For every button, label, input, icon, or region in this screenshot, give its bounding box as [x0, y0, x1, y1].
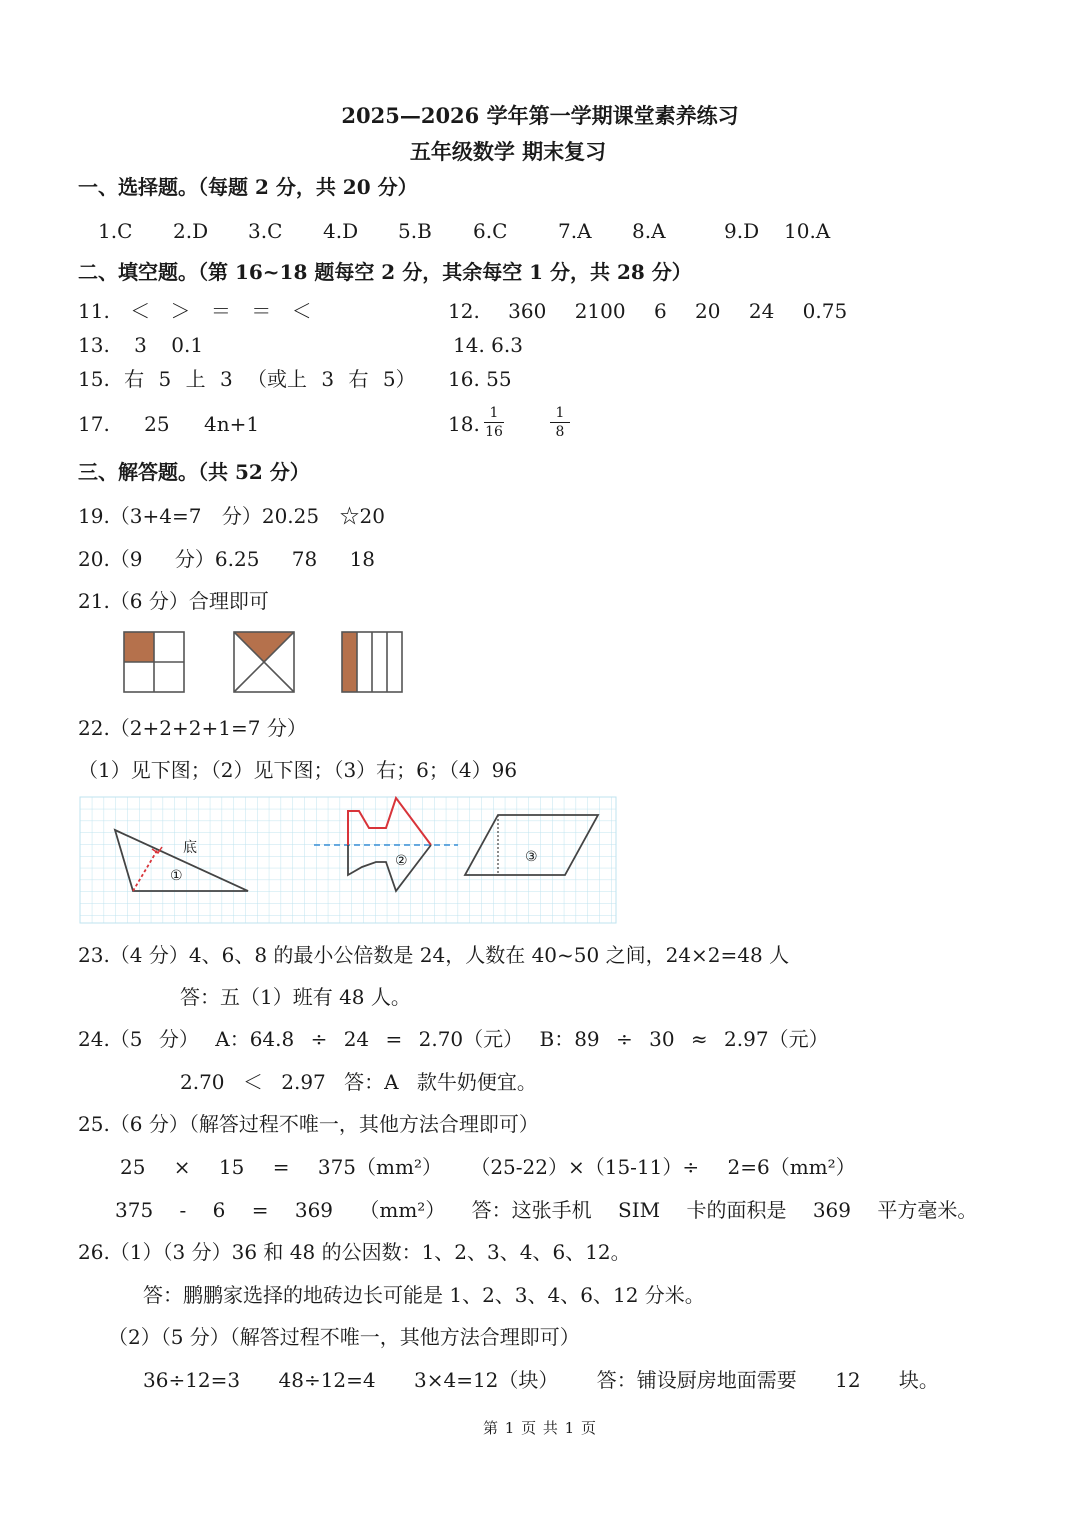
q26-1-solution: 26.（1）（3 分）36 和 48 的公因数：1、2、3、4、6、12。 — [78, 1240, 631, 1264]
q24-solution: 24.（5 分） A：64.8 ÷ 24 = 2.70（元） B：89 ÷ 30 ≈ 2.97（元） — [78, 1027, 829, 1051]
q21-answer: 21.（6 分）合理即可 — [78, 589, 269, 613]
section3-heading: 三、解答题。（共 52 分） — [78, 460, 310, 484]
q23-solution: 23.（4 分）4、6、8 的最小公倍数是 24，人数在 40~50 之间，24×2=48 人 — [78, 943, 790, 967]
q19-answer: 19.（3+4=7 分）20.25 ☆20 — [78, 504, 385, 528]
q18-fraction-2-numerator: 1 — [550, 405, 570, 423]
q22-heading: 22.（2+2+2+1=7 分） — [78, 716, 307, 740]
q17-answer: 17. 25 4n+1 — [78, 412, 260, 436]
choice-answer: 9.D — [724, 219, 760, 243]
q20-answer: 20.（9 分）6.25 78 18 — [78, 547, 376, 571]
q26-2-line: 36÷12=3 48÷12=4 3×4=12（块） 答：铺设厨房地面需要 12 块。 — [143, 1368, 939, 1392]
q13-answer: 13. 3 0.1 — [78, 333, 204, 357]
q25-heading: 25.（6 分）（解答过程不唯一，其他方法合理即可） — [78, 1112, 539, 1136]
choice-answer: 5.B — [398, 219, 432, 243]
section1-heading: 一、选择题。（每题 2 分，共 20 分） — [78, 175, 418, 199]
q12-answer: 12. 360 2100 6 20 24 0.75 — [448, 299, 848, 323]
section2-heading: 二、填空题。（第 16~18 题每空 2 分，其余每空 1 分，共 28 分） — [78, 260, 692, 284]
q23-answer: 答：五（1）班有 48 人。 — [180, 985, 411, 1009]
base-label: 底 — [183, 840, 197, 856]
q18-fraction-2-denominator: 8 — [555, 424, 565, 440]
figure-label-1: ① — [170, 868, 183, 884]
q25-line-1: 25 × 15 = 375（mm²） （25-22）×（15-11）÷ 2=6（mm²） — [120, 1155, 856, 1179]
q15-answer: 15. 右 5 上 3 （或上 3 右 5） — [78, 367, 416, 391]
choice-answer: 1.C — [98, 219, 133, 243]
q11-answer: 11. ＜ ＞ ＝ ＝ ＜ — [78, 299, 312, 323]
choice-answer: 2.D — [173, 219, 209, 243]
choice-answer: 8.A — [632, 219, 666, 243]
page-subtitle: 五年级数学 期末复习 — [409, 139, 607, 164]
q26-2-heading: （2）（5 分）（解答过程不唯一，其他方法合理即可） — [108, 1325, 580, 1349]
page-number: 第 1 页 共 1 页 — [483, 1419, 597, 1437]
q26-1-answer: 答：鹏鹏家选择的地砖边长可能是 1、2、3、4、6、12 分米。 — [143, 1283, 705, 1307]
q18-fraction-1-denominator: 16 — [485, 424, 503, 440]
q24-answer: 2.70 ＜ 2.97 答：A 款牛奶便宜。 — [180, 1070, 537, 1094]
page-title: 2025—2026 学年第一学期课堂素养练习 — [341, 103, 739, 128]
q18-label: 18. — [448, 412, 480, 436]
choice-answer: 4.D — [323, 219, 359, 243]
q16-answer: 16. 55 — [448, 367, 512, 391]
choice-answer: 6.C — [473, 219, 508, 243]
choice-answer: 3.C — [248, 219, 283, 243]
figure-label-3: ③ — [525, 849, 538, 865]
q22-grid-figure — [80, 797, 616, 923]
choice-answer: 7.A — [558, 219, 592, 243]
square-triangle-shaded — [234, 632, 294, 692]
q25-line-2: 375 - 6 = 369 （mm²） 答：这张手机 SIM 卡的面积是 369 平方毫米。 — [115, 1198, 978, 1222]
q22-answer: （1）见下图；（2）见下图；（3）右；6；（4）96 — [78, 758, 518, 782]
q18-fraction-1-numerator: 1 — [484, 405, 504, 423]
q14-answer: 14. 6.3 — [453, 333, 523, 357]
square-strip-shaded — [342, 632, 402, 692]
figure-label-2: ② — [395, 853, 408, 869]
choice-answer: 10.A — [784, 219, 831, 243]
square-quarter-shaded — [124, 632, 184, 692]
